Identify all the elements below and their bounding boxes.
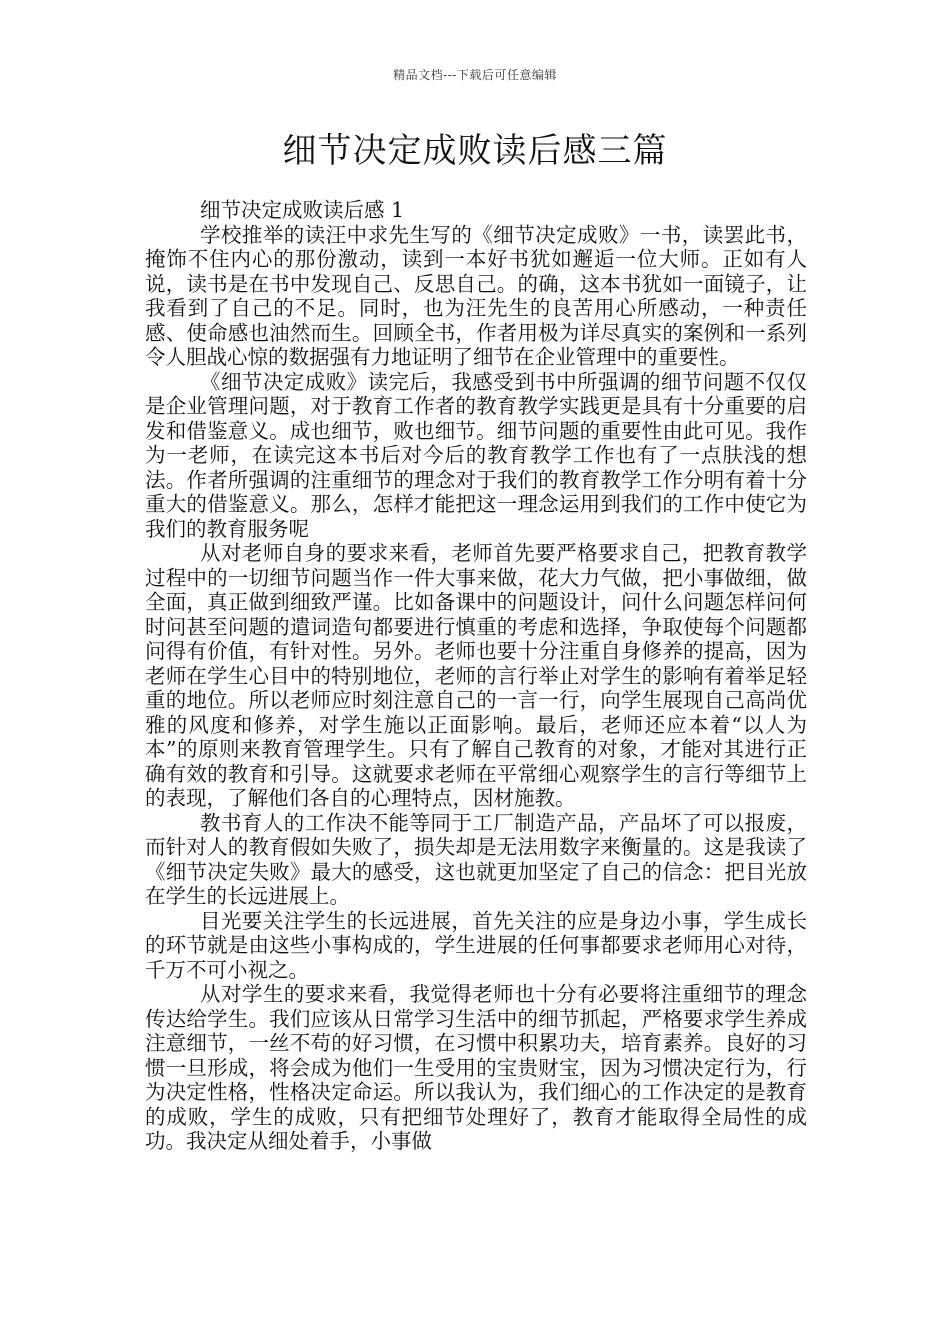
paragraph: 目光要关注学生的长远进展，首先关注的应是身边小事，学生成长的环节就是由这些小事构成的，学生进展的任何事都要求老师用心对待，千万不可小视之。 xyxy=(145,908,807,982)
page-header-note: 精品文档---下载后可任意编辑 xyxy=(393,68,557,82)
paragraph: 学校推举的读汪中求先生写的《细节决定成败》一书，读罢此书，掩饰不住内心的那份激动，读到一本好书犹如邂逅一位大师。正如有人说，读书是在书中发现自己、反思自己。的确，这本书犹如一面镜子，让我看到了自己的不足。同时，也为汪先生的良苦用心所感动，一种责任感、使命感也油然而生。回顾全书，作者用极为详尽真实的案例和一系列令人胆战心惊的数据强有力地证明了细节在企业管理中的重要性。 xyxy=(145,222,807,369)
paragraph: 从对学生的要求来看，我觉得老师也十分有必要将注重细节的理念传达给学生。我们应该从日常学习生活中的细节抓起，严格要求学生养成注意细节，一丝不苟的好习惯，在习惯中积累功夫，培育素养。良好的习惯一旦形成，将会成为他们一生受用的宝贵财宝，因为习惯决定行为，行为决定性格，性格决定命运。所以我认为，我们细心的工作决定的是教育的成败，学生的成败，只有把细节处理好了，教育才能取得全局性的成功。我决定从细处着手，小事做 xyxy=(145,982,807,1153)
document-body xyxy=(145,198,807,1154)
paragraph: 教书育人的工作决不能等同于工厂制造产品，产品坏了可以报废，而针对人的教育假如失败了，损失却是无法用数字来衡量的。这是我读了《细节决定失败》最大的感受，这也就更加坚定了自己的信念：把目光放在学生的长远进展上。 xyxy=(145,810,807,908)
document-title: 细节决定成败读后感三篇 xyxy=(282,131,668,171)
paragraph: 《细节决定成败》读完后，我感受到书中所强调的细节问题不仅仅是企业管理问题，对于教育工作者的教育教学实践更是具有十分重要的启发和借鉴意义。成也细节，败也细节。细节问题的重要性由此可见。我作为一老师，在读完这本书后对今后的教育教学工作也有了一点肤浅的想法。作者所强调的注重细节的理念对于我们的教育教学工作分明有着十分重大的借鉴意义。那么，怎样才能把这一理念运用到我们的工作中使它为我们的教育服务呢 xyxy=(145,369,807,541)
section-subtitle: 细节决定成败读后感 1 xyxy=(200,198,405,222)
paragraph: 从对老师自身的要求来看，老师首先要严格要求自己，把教育教学过程中的一切细节问题当作一件大事来做，花大力气做，把小事做细，做全面，真正做到细致严谨。比如备课中的问题设计，问什么问题怎样问何时问甚至问题的遣词造句都要进行慎重的考虑和选择，争取使每个问题都问得有价值，有针对性。另外。老师也要十分注重自身修养的提高，因为老师在学生心目中的特别地位，老师的言行举止对学生的影响有着举足轻重的地位。所以老师应时刻注意自己的一言一行，向学生展现自己高尚优雅的风度和修养，对学生施以正面影响。最后，老师还应本着“以人为本”的原则来教育管理学生。只有了解自己教育的对象，才能对其进行正确有效的教育和引导。这就要求老师在平常细心观察学生的言行等细节上的表现，了解他们各自的心理特点，因材施教。 xyxy=(145,541,807,810)
